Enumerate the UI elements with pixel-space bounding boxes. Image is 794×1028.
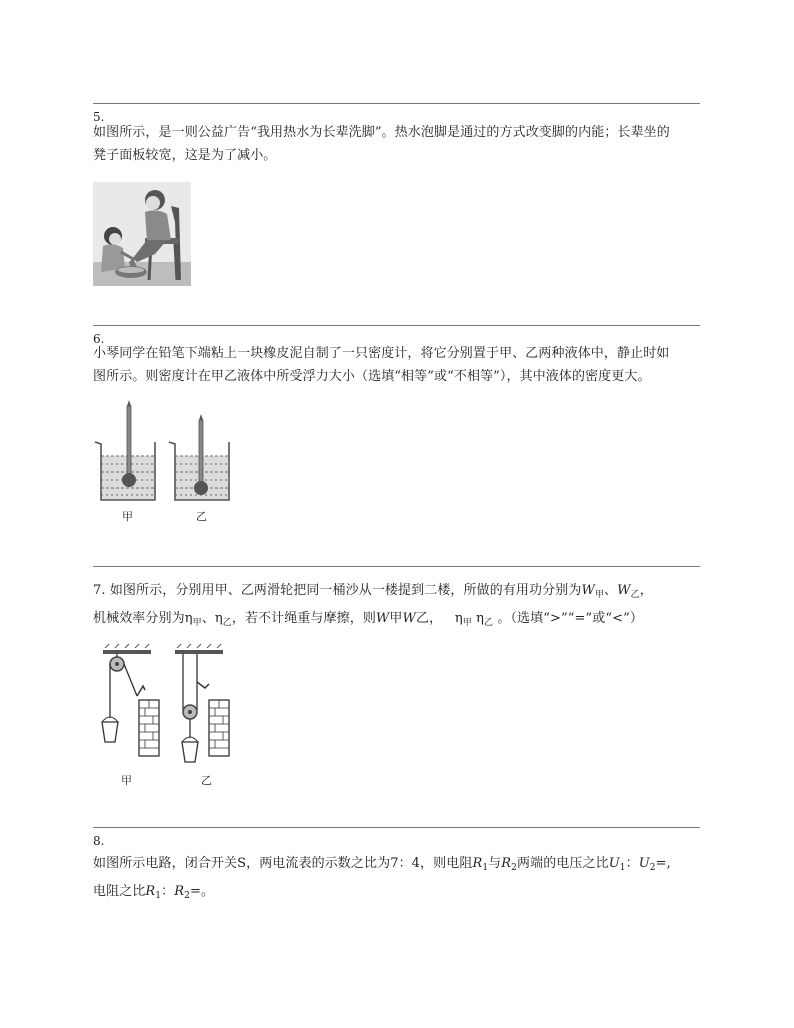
question-text: 小琴同学在铅笔下端粘上一块橡皮泥自制了一只密度计，将它分别置于甲、乙两种液体中，静止时如 [93, 346, 670, 361]
question-text: 如图所示电路，闭合开关S，两电流表的示数之比为7：4，则电阻$R_1$与$R_2$两端的电压之比$U_1$：$U_2=$, [93, 856, 671, 873]
question-text: 7. 如图所示，分别用甲、乙两滑轮把同一桶沙从一楼提到二楼，所做的有用功分别为$W_甲$、$W_乙$， [93, 583, 653, 600]
density-meter-figure [93, 400, 243, 506]
figure-label-yi: 乙 [196, 510, 207, 523]
figure-label-yi: 乙 [201, 774, 212, 787]
divider [93, 566, 700, 567]
divider [93, 103, 700, 104]
question-text: 电阻之比$R_1$：$R_2=$。 [93, 884, 215, 901]
question-number: 8. [93, 834, 105, 848]
figure-label-jia: 甲 [121, 774, 132, 787]
question-number: 6. [93, 332, 105, 346]
question-number: 5. [93, 110, 105, 124]
divider [93, 827, 700, 828]
figure-label-jia: 甲 [122, 510, 133, 523]
question-text: 图所示。则密度计在甲乙液体中所受浮力大小（选填“相等”或“不相等”），其中液体的密度更大。 [93, 369, 651, 384]
question-text: 机械效率分别为$\eta_甲$、$\eta_乙$，若不计绳重与摩擦，则W甲W乙， $\eta_甲$ $\eta_乙$ 。（选填“>”“=”或“<”） [93, 611, 643, 628]
question-text: 凳子面板较宽，这是为了减小。 [93, 148, 277, 163]
pulley-figure [93, 642, 253, 772]
question-text: 如图所示，是一则公益广告“我用热水为长辈洗脚”。热水泡脚是通过的方式改变脚的内能；长辈坐的 [93, 125, 670, 140]
divider [93, 325, 700, 326]
washing-feet-illustration [93, 182, 191, 286]
